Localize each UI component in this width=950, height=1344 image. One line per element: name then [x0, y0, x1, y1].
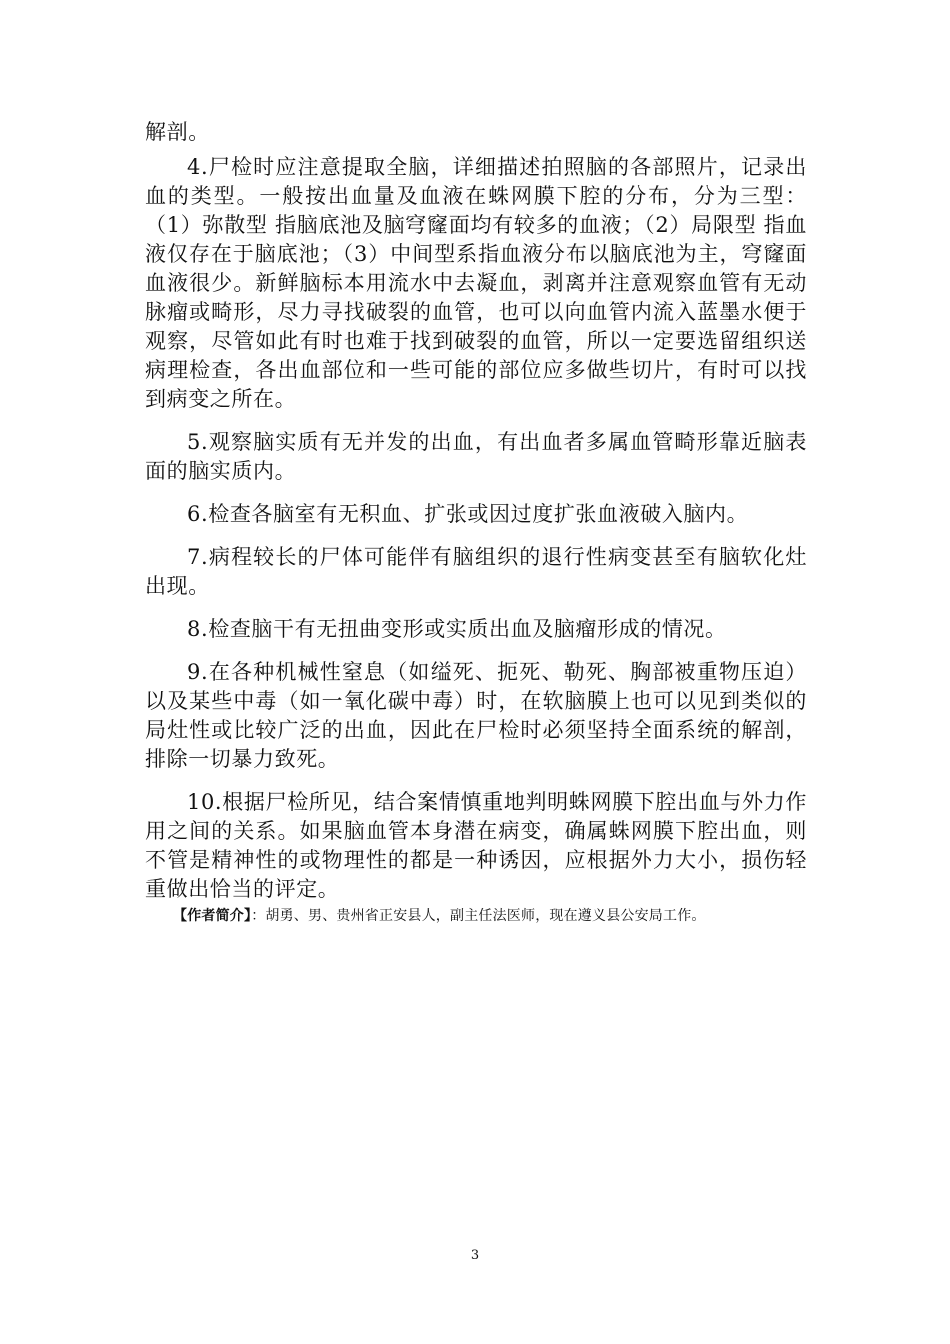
page-number: 3: [470, 1248, 480, 1263]
author-bio-label: 【作者简介】: [173, 908, 252, 924]
paragraph-item-8: 8.检查脑干有无扭曲变形或实质出血及脑瘤形成的情况。: [187, 617, 727, 641]
paragraph-item-6: 6.检查各脑室有无积血、扩张或因过度扩张血液破入脑内。: [187, 502, 749, 526]
paragraph-item-10: 10.根据尸检所见，结合案情慎重地判明蛛网膜下腔出血与外力作用之间的关系。如果脑血管本身潜在病变，确属蛛网膜下腔出血，则不管是精神性的或物理性的都是一种诱因，应根据外力大小，损伤轻重做出恰当的评定。: [145, 790, 807, 901]
paragraph-item-5: 5.观察脑实质有无并发的出血，有出血者多属血管畸形靠近脑表面的脑实质内。: [145, 430, 807, 483]
author-bio: [145, 906, 807, 926]
paragraph-item-9: 9.在各种机械性窒息（如缢死、扼死、勒死、胸部被重物压迫）以及某些中毒（如一氧化碳中毒）时，在软脑膜上也可以见到类似的局灶性或比较广泛的出血，因此在尸检时必须坚持全面系统的解剖，排除一切暴力致死。: [145, 660, 807, 771]
paragraph-continuation: 解剖。: [145, 120, 210, 144]
body-text: [145, 118, 807, 926]
paragraph-item-4: 4.尸检时应注意提取全脑，详细描述拍照脑的各部照片，记录出血的类型。一般按出血量及血液在蛛网膜下腔的分布，分为三型：（1）弥散型 指脑底池及脑穹窿面均有较多的血液；（2）局限型 指血液仅存在于脑底池；（3）中间型系指血液分布以脑底池为主，穹窿面血液很少。新鲜脑标本用流水中去凝血，剥离并注意观察血管有无动脉瘤或畸形，尽力寻找破裂的血管，也可以向血管内流入蓝墨水便于观察，尽管如此有时也难于找到破裂的血管，所以一定要选留组织送病理检查，各出血部位和一些可能的部位应多做些切片，有时可以找到病变之所在。: [145, 155, 807, 411]
paragraph-item-7: 7.病程较长的尸体可能伴有脑组织的退行性病变甚至有脑软化灶出现。: [145, 545, 807, 598]
author-bio-text: ：胡勇、男、贵州省正安县人，副主任法医师，现在遵义县公安局工作。: [251, 908, 706, 924]
